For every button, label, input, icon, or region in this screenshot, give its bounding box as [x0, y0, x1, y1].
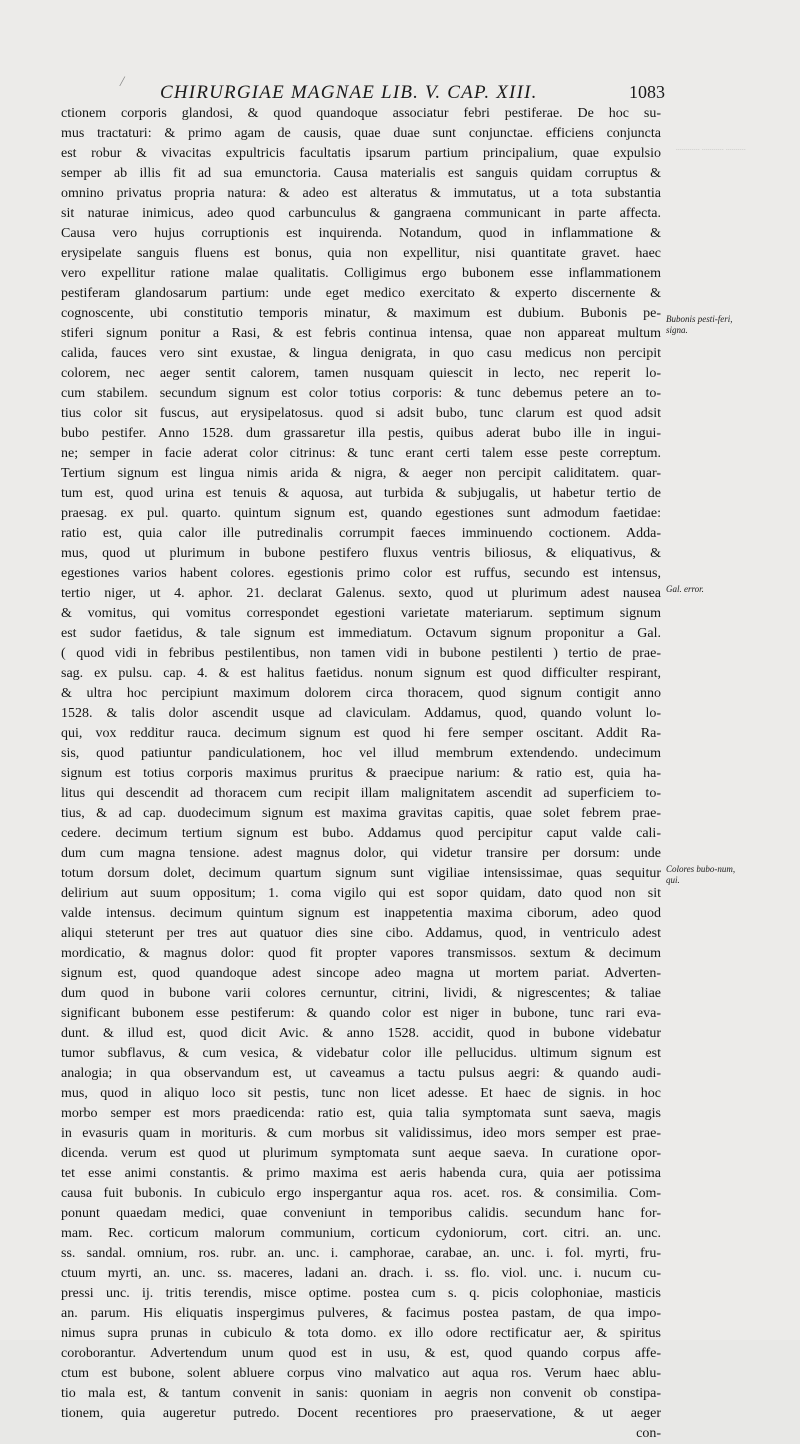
text-line: totum dorsum dolet, decimum quartum signum sunt vigiliae intensissimae, quas sequitur — [61, 866, 661, 881]
text-line: cognoscente, ubi constitutio temporis minatur, & maximum est dubium. Bubonis pe- — [61, 306, 661, 321]
text-line: calida, fauces vero sint exustae, & lingua denigrata, in quo casu medicus non percipit — [61, 346, 661, 361]
margin-note-colores: Colores bubo-num, qui. — [666, 864, 736, 885]
text-line: erysipelate sanguis fluens est bonus, quia non expellitur, nisi quantitate gravet. haec — [61, 246, 661, 261]
text-line: vero expellitur ratione malae qualitatis. Colligimus ergo bubonem esse inflammationem — [61, 266, 661, 281]
text-line: tet esse animi constantis. & primo maxima est aeris habenda cura, quia aer potissima — [61, 1166, 661, 1181]
text-line: litus qui descendit ad thoracem cum recipit illam malignitatem ascendit ad superficiem to- — [61, 786, 661, 801]
text-line: dum cum magna tensione. adest magnus dolor, qui videtur transire per dorsum: unde — [61, 846, 661, 861]
text-line: aliqui steterunt per tres aut quatuor dies sine cibo. Addamus, quod, in ventriculo adest — [61, 926, 661, 941]
text-line: Tertium signum est lingua nimis arida & nigra, & aeger non percipit caliditatem. quar- — [61, 466, 661, 481]
text-line: tertio niger, ut 4. aphor. 21. declarat Galenus. sexto, quod ut plurimum adest nausea — [61, 586, 661, 601]
text-line: egestiones varios habent colores. egestionis primo color est ruffus, secundo est intensus, — [61, 566, 661, 581]
running-header: CHIRURGIAE MAGNAE LIB. V. CAP. XIII. — [160, 82, 538, 103]
text-line: mus, quod in aliquo loco sit pestis, tunc non licet adesse. Et haec de signis. in hoc — [61, 1086, 661, 1101]
text-line: Causa vero hujus corruptionis est inquirenda. Notandum, quod in inflammatione & — [61, 226, 661, 241]
page-number: 1083 — [629, 82, 665, 102]
text-line: sis, quod patiuntur pandiculationem, hoc vel illud membrum extendendo. undecimum — [61, 746, 661, 761]
text-line: bubo pestifer. Anno 1528. dum grassaretur illa pestis, quibus aderat bubo ille in ingui- — [61, 426, 661, 441]
margin-note-gal-error: Gal. error. — [666, 584, 704, 594]
text-line: nimus supra prunas in cubiculo & tota domo. ex illo odore rectificatur aer, & spiritus — [61, 1326, 661, 1341]
text-line: pressi unc. ij. tritis terendis, misce optime. postea cum s. q. picis colophoniae, masticis — [61, 1286, 661, 1301]
text-line: ne; semper in facie aderat color citrinus: & tunc erant certi talem esse peste correptum. — [61, 446, 661, 461]
text-line: sag. ex pulsu. cap. 4. & est halitus faetidus. nonum signum est quod difficulter respirant, — [61, 666, 661, 681]
text-line: mam. Rec. corticum malorum communium, corticum cydoniorum, cort. citri. an. unc. — [61, 1226, 661, 1241]
body-text — [61, 104, 661, 1444]
text-line: ( quod vidi in febribus pestilentibus, non tamen vidi in bubone pestilenti ) tertio de prae- — [61, 646, 661, 661]
text-line: delirium aut suum oppositum; 1. coma vigilo qui est sopor quidam, dato quod non sit — [61, 886, 661, 901]
bleed-through-text: ............ ........... .......... — [676, 143, 746, 152]
text-line: omnino privatus propria natura: & adeo est alteratus & immutatus, ut a tota substantia — [61, 186, 661, 201]
text-line: valde intensus. decimum quintum signum est inappetentia maxima ciborum, adeo quod — [61, 906, 661, 921]
text-line: cum stabilem. secundum signum est color totius corporis: & tunc debemus petere an to- — [61, 386, 661, 401]
text-line: dum quod in bubone varii colores cernuntur, citrini, lividi, & nigrescentes; & taliae — [61, 986, 661, 1001]
text-line: mordicatio, & magnus dolor: quod fit propter vapores transmissos. sextum & decimum — [61, 946, 661, 961]
text-line: 1528. & talis dolor ascendit usque ad claviculam. Addamus, quod, quando volunt lo- — [61, 706, 661, 721]
text-line: ctionem corporis glandosi, & quod quandoque associatur febri pestiferae. De hoc su- — [61, 106, 661, 121]
text-line: ponunt quaedam medici, quae conveniunt in temporibus calidis. secundum hanc for- — [61, 1206, 661, 1221]
text-line: analogia; in qua observandum est, ut caveamus a tactu pulsus aegri: & quando audi- — [61, 1066, 661, 1081]
text-line: significant bubonem esse pestiferum: & quando color est niger in bubone, tunc rari eva- — [61, 1006, 661, 1021]
text-line: colorem, nec aeger sentit calorem, tamen nusquam quiescit in lecto, nec reperit lo- — [61, 366, 661, 381]
text-line: ss. sandal. omnium, ros. rubr. an. unc. i. camphorae, carabae, an. unc. i. fol. myrti, fru- — [61, 1246, 661, 1261]
text-line: tum est, quod urina est tenuis & aquosa, aut turbida & subjugalis, ut habetur tertio de — [61, 486, 661, 501]
text-line: signum est, quod quandoque adest sincope adeo magna ut mortem pariat. Adverten- — [61, 966, 661, 981]
margin-note-bubonis: Bubonis pesti-feri, signa. — [666, 314, 733, 335]
text-line: morbo semper est mors praedicenda: ratio est, quia talia symptomata sunt saeva, magis — [61, 1106, 661, 1121]
catchword: con- — [636, 1426, 661, 1441]
text-line: est robur & vivacitas expultricis facultatis ipsarum partium principalium, quae expulsio — [61, 146, 661, 161]
text-line: signum est totius corporis maximus pruritus & praecipue narium: & ratio est, quia ha- — [61, 766, 661, 781]
text-line: coroborantur. Advertendum unum quod est in usu, & est, quod quando corpus affe- — [61, 1346, 661, 1361]
text-line: causa fuit bubonis. In cubiculo ergo inspergantur aqua ros. acet. ros. & consimilia. Com- — [61, 1186, 661, 1201]
text-line: sit naturae inimicus, adeo quod carbunculus & gangraena communicant in parte affecta. — [61, 206, 661, 221]
ink-mark: / — [120, 74, 125, 90]
text-line: est sudor faetidus, & tale signum est immediatum. Octavum signum proponitur a Gal. — [61, 626, 661, 641]
text-line: tius color sit fuscus, aut erysipelatosus. quod si adsit bubo, tunc clarum est quod adsit — [61, 406, 661, 421]
text-line: tio mala est, & tantum convenit in sanis: quoniam in aegris non convenit ob constipa- — [61, 1386, 661, 1401]
text-line: tionem, quia augeretur putredo. Docent recentiores pro praeservatione, & ut aeger — [61, 1406, 661, 1421]
text-line: dicenda. verum est quod ut plurimum symptomata sunt aeque saeva. In curatione opor- — [61, 1146, 661, 1161]
text-line: tius, & ad cap. duodecimum signum est maxima gravitas capitis, quae solet febrem prae- — [61, 806, 661, 821]
text-line: an. parum. His eliquatis inspergimus pulveres, & facimus postea pastam, de qua impo- — [61, 1306, 661, 1321]
text-line: ctum est bubone, solent abluere corpus vino malvatico aut aqua ros. Verum haec ablu- — [61, 1366, 661, 1381]
text-line: & vomitus, qui vomitus correspondet egestioni varietate materiarum. septimum signum — [61, 606, 661, 621]
text-line: tumor subflavus, & cum vesica, & videbatur color ille pellucidus. ultimum signum est — [61, 1046, 661, 1061]
text-line: in evasuris quam in morituris. & cum morbus sit validissimus, ideo mors semper est prae- — [61, 1126, 661, 1141]
text-line: & ultra hoc percipiunt maximum dolorem circa thoracem, quod signum contigit anno — [61, 686, 661, 701]
text-line: ratio est, quia calor ille putredinalis corrumpit faeces imminuendo coctionem. Adda- — [61, 526, 661, 541]
text-line: pestiferam glandosarum partium: unde eget medico exercitato & experto discernente & — [61, 286, 661, 301]
text-line: qui, vox redditur rauca. decimum signum est quod hi fere semper oscitant. Addit Ra- — [61, 726, 661, 741]
text-line: semper ab illis fit ad sua emunctoria. Causa materialis est sanguis quidam corruptus & — [61, 166, 661, 181]
text-line: mus, quod ut plurimum in bubone pestifero fluxus ventris biliosus, & eliquativus, & — [61, 546, 661, 561]
text-line: cedere. decimum tertium signum est bubo. Addamus quod percipitur caput valde cali- — [61, 826, 661, 841]
text-line: mus tractaturi: & primo agam de causis, quae duae sunt conjunctae. efficiens conjuncta — [61, 126, 661, 141]
text-line: stiferi signum ponitur a Rasi, & est febris continua intensa, quae non appareat multum — [61, 326, 661, 341]
text-line: ctuum myrti, an. unc. ss. maceres, ladani an. drach. i. ss. flo. viol. unc. i. nucum cu- — [61, 1266, 661, 1281]
text-line: praesag. ex pul. quarto. quintum signum est, quando egestiones sunt admodum faetidae: — [61, 506, 661, 521]
text-line: dunt. & illud est, quod dicit Avic. & anno 1528. accidit, quod in bubone videbatur — [61, 1026, 661, 1041]
